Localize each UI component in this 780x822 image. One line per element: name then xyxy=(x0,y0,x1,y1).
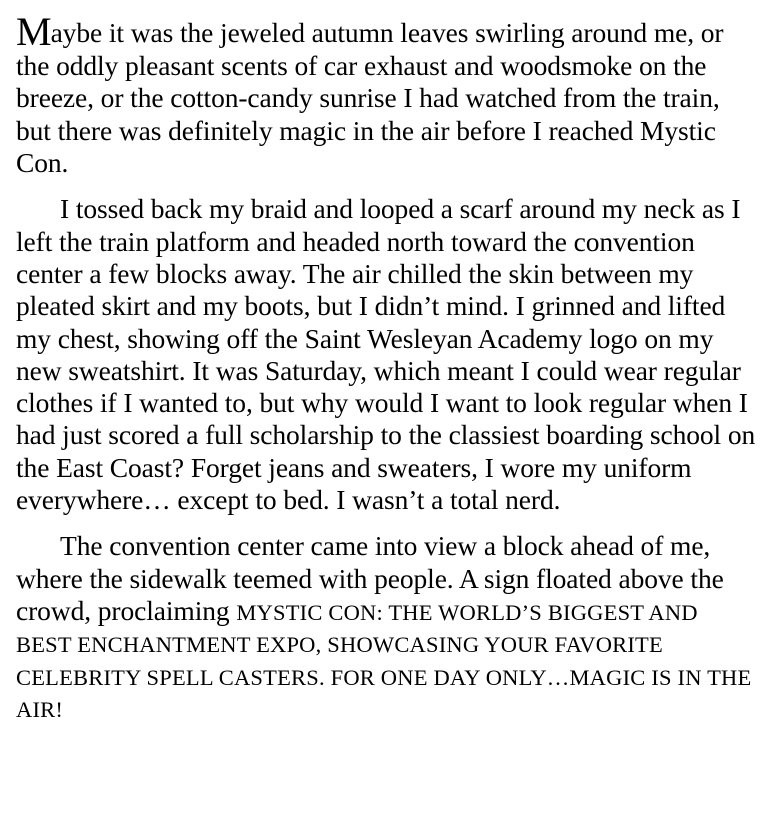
paragraph-2-text: I tossed back my braid and looped a scarf around my neck as I left the train platform and headed north toward the convention center a few blocks away. The air chilled the skin between my pleated skirt and my boots, but I didn’t mind. I grinned and lifted my chest, showing off the Saint Wesleyan Academy logo on my new sweatshirt. It was Saturday, which meant I could wear regular clothes if I wanted to, but why would I want to look regular when I had just scored a full scholarship to the classiest boarding school on the East Coast? Forget jeans and sweaters, I wore my uniform everywhere… except to bed. I wasn’t a total nerd. xyxy=(16,193,756,516)
paragraph-1 xyxy=(16,9,758,179)
sign-text: MYSTIC CON: THE WORLD’S BIGGEST AND BEST ENCHANTMENT EXPO, SHOWCASING YOUR FAVORITE CELEBRITY SPELL CASTERS. FOR ONE DAY ONLY…MAGIC IS IN THE AIR! xyxy=(16,600,752,722)
paragraph-3-lead-text: The convention center came into view a block ahead of me, where the sidewalk teemed with people. A sign floated above the crowd, proclaiming xyxy=(16,530,724,626)
drop-cap: M xyxy=(16,9,51,54)
paragraph-2 xyxy=(16,193,758,516)
paragraph-1-text: aybe it was the jeweled autumn leaves swirling around me, or the oddly pleasant scents of car exhaust and woodsmoke on the breeze, or the cotton-candy sunrise I had watched from the train, but there was definitely magic in the air before I reached Mystic Con. xyxy=(16,17,724,178)
paragraph-3 xyxy=(16,530,758,724)
